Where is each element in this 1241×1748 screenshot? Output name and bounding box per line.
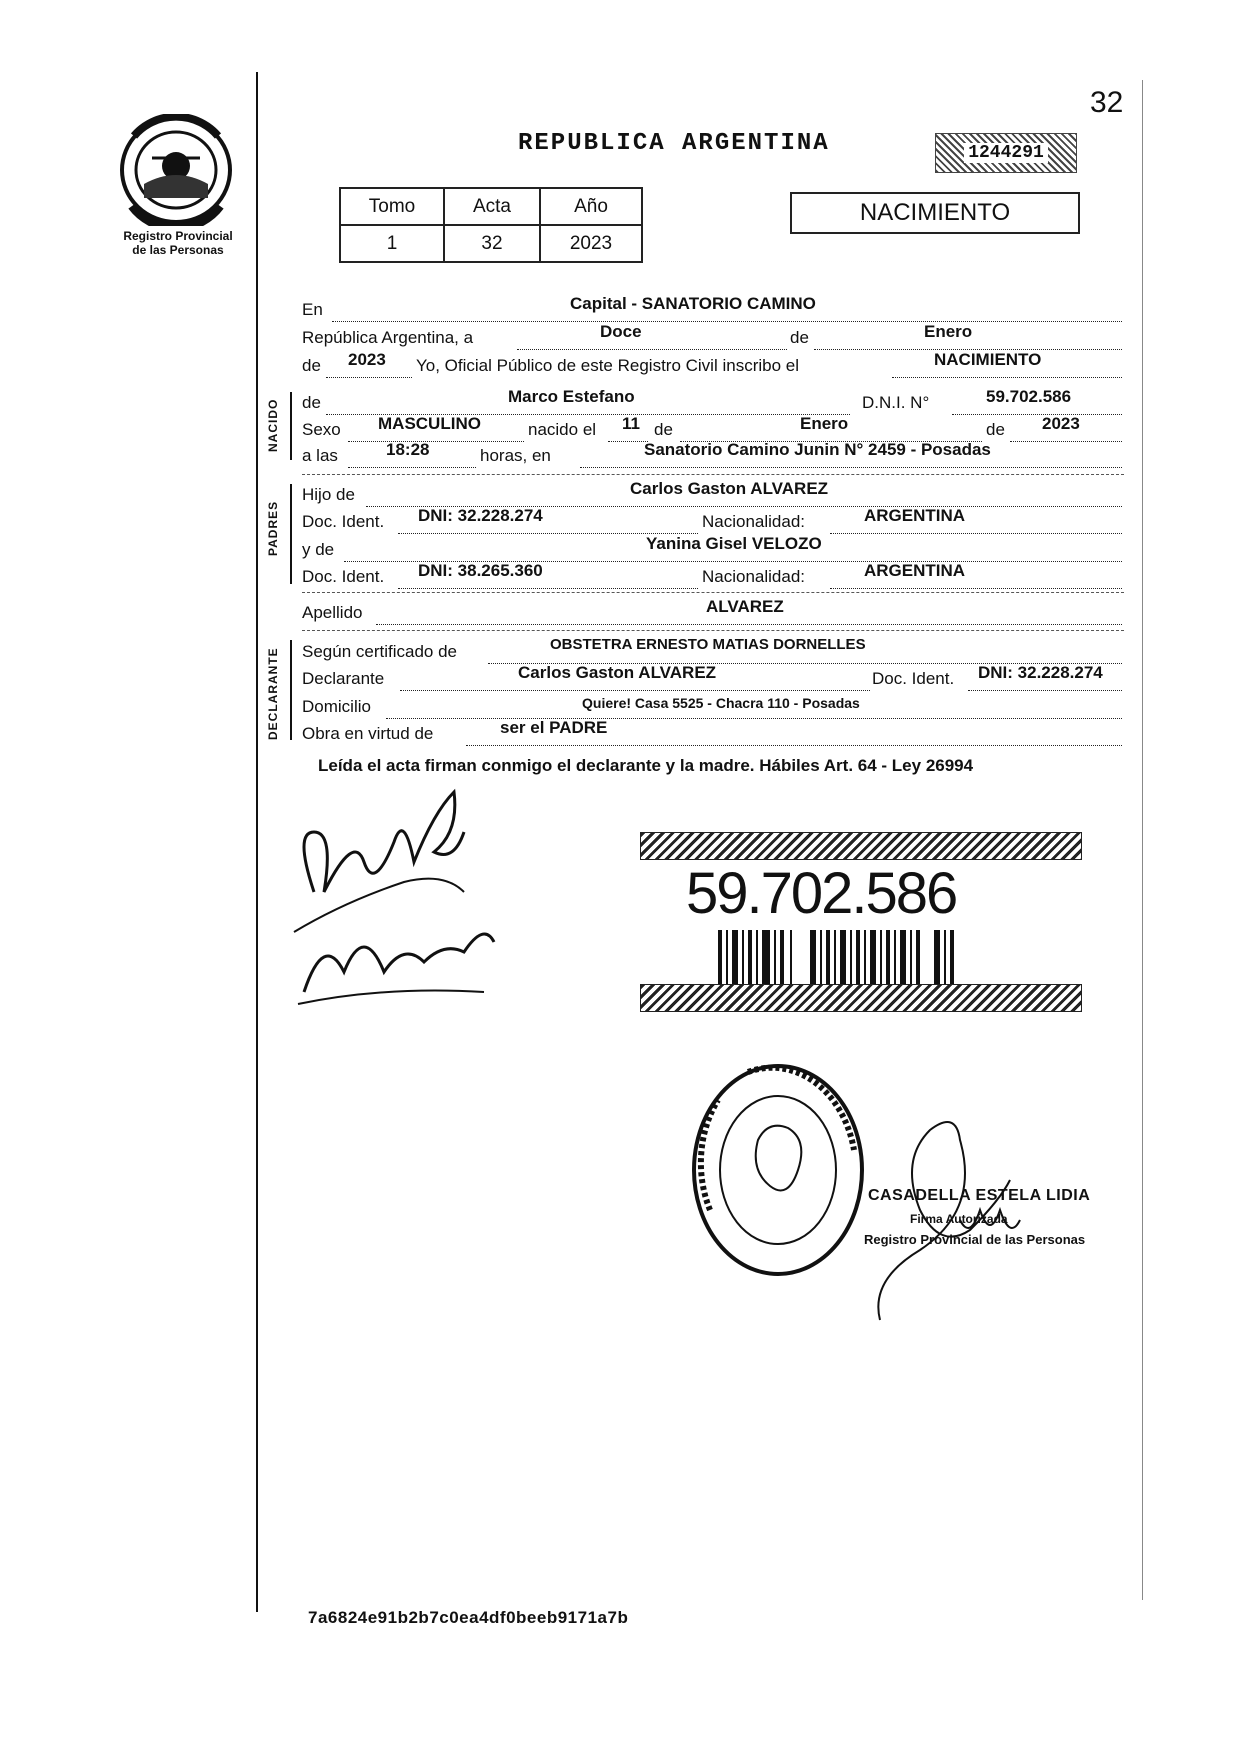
row-apellido bbox=[302, 597, 1124, 627]
acta-table bbox=[339, 187, 643, 263]
acta-value: 32 bbox=[444, 225, 540, 262]
official-stamp bbox=[688, 1060, 868, 1280]
nacido-day: 11 bbox=[622, 414, 640, 433]
logo-caption-line2: de las Personas bbox=[132, 243, 224, 257]
sexo-label: Sexo bbox=[302, 420, 341, 439]
hora-value: 18:28 bbox=[386, 440, 430, 459]
doc-ident-label-2: Doc. Ident. bbox=[302, 567, 385, 586]
domicilio-label: Domicilio bbox=[302, 697, 371, 716]
side-label-declarante: DECLARANTE bbox=[266, 647, 280, 740]
divider-apellido bbox=[302, 630, 1124, 631]
corner-code bbox=[935, 133, 1077, 173]
nacionalidad-label-2: Nacionalidad: bbox=[702, 567, 806, 586]
row-en bbox=[302, 294, 1124, 324]
apellido-label: Apellido bbox=[302, 603, 363, 622]
row-declarante bbox=[302, 663, 1124, 693]
de-label-3: de bbox=[302, 393, 321, 412]
alas-label: a las bbox=[302, 446, 338, 465]
nacionalidad-label-1: Nacionalidad: bbox=[702, 512, 806, 531]
obra-label: Obra en virtud de bbox=[302, 724, 434, 743]
y-de-label: y de bbox=[302, 540, 335, 559]
horas-en-label: horas, en bbox=[480, 446, 551, 465]
row-fecha bbox=[302, 322, 1124, 352]
dni-label-number: 59.702.586 bbox=[686, 861, 957, 926]
side-label-padres: PADRES bbox=[266, 500, 280, 556]
madre-value: Yanina Gisel VELOZO bbox=[646, 534, 822, 553]
logo-caption bbox=[96, 229, 260, 257]
declarante-bracket bbox=[290, 640, 292, 740]
official-signature-name: CASADELLA ESTELA LIDIA bbox=[868, 1187, 1091, 1204]
nacido-bracket bbox=[290, 392, 292, 460]
divider-nacido bbox=[302, 474, 1124, 475]
row-hora bbox=[302, 440, 1124, 470]
republica-label: República Argentina, a bbox=[302, 328, 474, 347]
anio-value: 2023 bbox=[540, 225, 642, 262]
madre-doc: DNI: 38.265.360 bbox=[418, 561, 543, 580]
decl-doc-value: DNI: 32.228.274 bbox=[978, 663, 1103, 682]
left-margin-line bbox=[256, 72, 258, 1612]
padre-value: Carlos Gaston ALVAREZ bbox=[630, 479, 829, 498]
padre-doc: DNI: 32.228.274 bbox=[418, 506, 543, 525]
nacido-month: Enero bbox=[800, 414, 849, 433]
right-margin-line bbox=[1142, 80, 1143, 1600]
segun-value: OBSTETRA ERNESTO MATIAS DORNELLES bbox=[550, 636, 866, 653]
dni-barcode bbox=[718, 930, 958, 986]
tomo-value: 1 bbox=[340, 225, 444, 262]
tomo-header: Tomo bbox=[340, 188, 444, 225]
official-signature-role: Firma Autorizada bbox=[910, 1212, 1008, 1226]
row-domicilio bbox=[302, 697, 1124, 721]
sexo-value: MASCULINO bbox=[378, 414, 481, 433]
header-title: REPUBLICA ARGENTINA bbox=[518, 130, 830, 157]
row-madre-doc bbox=[302, 561, 1124, 591]
document-hash: 7a6824e91b2b7c0ea4df0beeb9171a7b bbox=[308, 1608, 629, 1627]
closing-text: Leída el acta firman conmigo el declarante y la madre. Hábiles Art. 64 - Ley 26994 bbox=[318, 756, 974, 775]
de-label-4: de bbox=[654, 420, 673, 439]
dni-label-band-bottom bbox=[640, 984, 1082, 1012]
de-label-2: de bbox=[302, 356, 321, 375]
declarante-label: Declarante bbox=[302, 669, 385, 688]
page-number: 32 bbox=[1090, 86, 1124, 119]
logo-caption-line1: Registro Provincial bbox=[123, 229, 233, 243]
nacido-label: nacido el bbox=[528, 420, 597, 439]
nacido-year: 2023 bbox=[1042, 414, 1080, 433]
declarante-value: Carlos Gaston ALVAREZ bbox=[518, 663, 717, 682]
padre-nac: ARGENTINA bbox=[864, 506, 966, 525]
day-value: Doce bbox=[600, 322, 642, 341]
decl-doc-label: Doc. Ident. bbox=[872, 669, 955, 688]
divider-padres bbox=[302, 592, 1124, 593]
official-signature-registry: Registro Provincial de las Personas bbox=[864, 1232, 1086, 1247]
act-type-box: NACIMIENTO bbox=[790, 192, 1080, 234]
corner-code-text: 1244291 bbox=[964, 143, 1048, 163]
en-label: En bbox=[302, 300, 323, 319]
row-padre-doc bbox=[302, 506, 1124, 536]
en-value: Capital - SANATORIO CAMINO bbox=[570, 294, 816, 313]
anio-header: Año bbox=[540, 188, 642, 225]
year-value: 2023 bbox=[348, 350, 386, 369]
hijo-de-label: Hijo de bbox=[302, 485, 355, 504]
doc-ident-label-1: Doc. Ident. bbox=[302, 512, 385, 531]
domicilio-value: Quiere! Casa 5525 - Chacra 110 - Posadas bbox=[582, 695, 860, 711]
de-label-5: de bbox=[986, 420, 1005, 439]
de-label-1: de bbox=[790, 328, 809, 347]
row-inscripcion bbox=[302, 350, 1124, 380]
madre-nac: ARGENTINA bbox=[864, 561, 966, 580]
month-value: Enero bbox=[924, 322, 973, 341]
yo-text: Yo, Oficial Público de este Registro Civil inscribo el bbox=[416, 356, 799, 375]
dni-label-band-top bbox=[640, 832, 1082, 860]
apellido-value: ALVAREZ bbox=[706, 597, 784, 616]
row-obra bbox=[302, 718, 1124, 748]
segun-label: Según certificado de bbox=[302, 642, 457, 661]
dni-value: 59.702.586 bbox=[986, 387, 1072, 406]
declarante-signature bbox=[284, 772, 524, 1022]
lugar-value: Sanatorio Camino Junin N° 2459 - Posadas bbox=[644, 440, 991, 459]
obra-value: ser el PADRE bbox=[500, 718, 608, 737]
province-seal-logo bbox=[114, 114, 238, 226]
inscribo-value: NACIMIENTO bbox=[934, 350, 1042, 369]
padres-bracket bbox=[290, 484, 292, 584]
side-label-nacido: NACIDO bbox=[266, 398, 280, 452]
acta-header: Acta bbox=[444, 188, 540, 225]
dni-label: D.N.I. N° bbox=[862, 393, 930, 412]
nombre-value: Marco Estefano bbox=[508, 387, 635, 406]
